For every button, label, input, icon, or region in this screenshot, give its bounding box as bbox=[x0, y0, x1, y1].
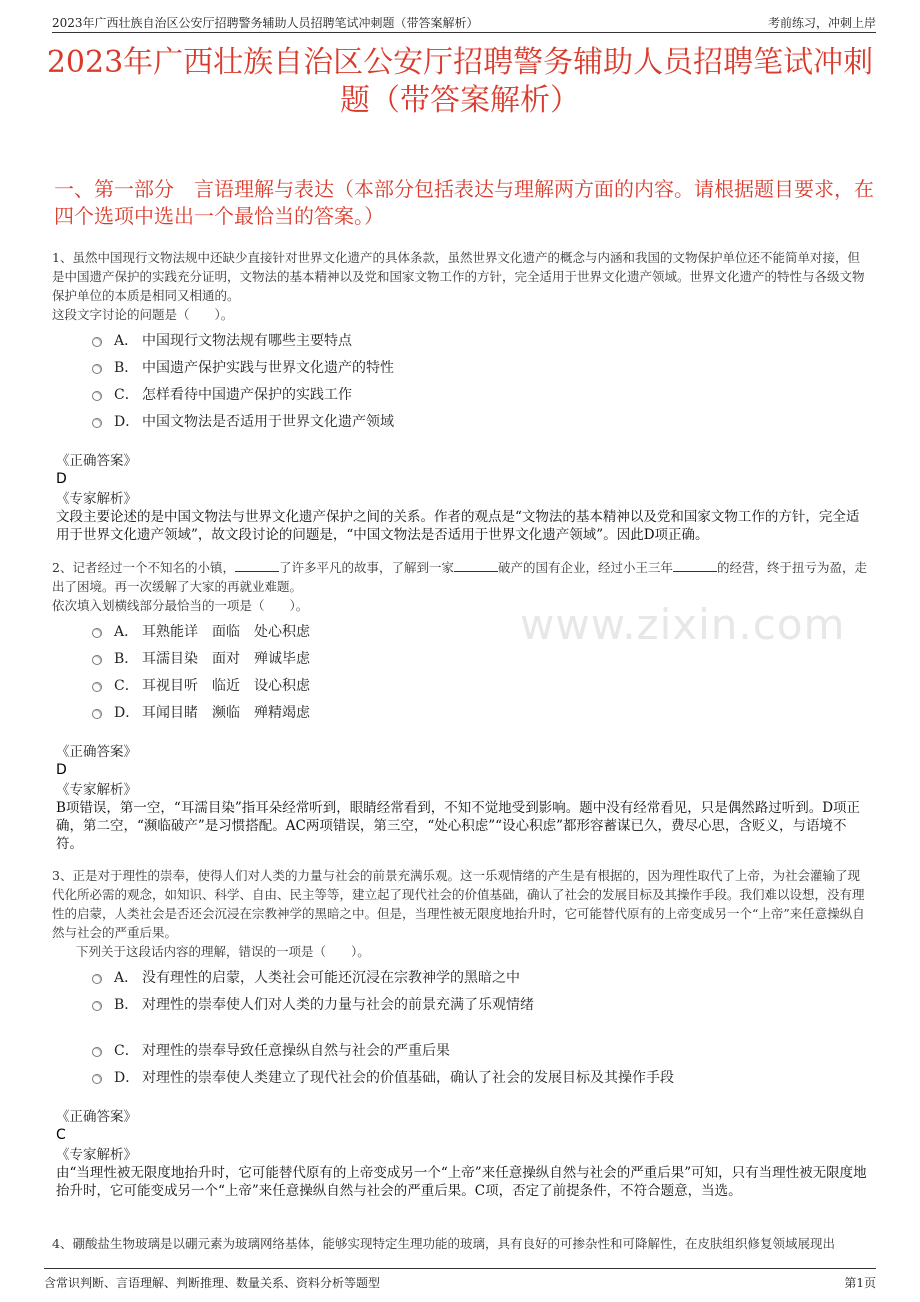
option-a[interactable] bbox=[52, 619, 868, 646]
option-letter: A． bbox=[114, 624, 139, 640]
radio-icon[interactable] bbox=[92, 391, 102, 401]
option-c[interactable] bbox=[52, 673, 868, 700]
option-b[interactable] bbox=[52, 355, 868, 382]
radio-icon[interactable] bbox=[92, 364, 102, 374]
option-d[interactable] bbox=[52, 700, 868, 727]
question-stem: 1、虽然中国现行文物法规中还缺少直接针对世界文化遗产的具体条款，虽然世界文化遗产的概念与内涵和我国的文物保护单位还不能简单对接，但是中国遗产保护的实践充分证明，文物法的基本精神以及党和国家文物工作的方针，完全适用于世界文化遗产领域。世界文化遗产的特性与各级文物保护单位的本质是相同又相通的。 bbox=[52, 250, 865, 303]
option-list bbox=[52, 965, 868, 1092]
option-text: 中国文物法是否适用于世界文化遗产领域 bbox=[142, 414, 394, 430]
option-text: 中国现行文物法规有哪些主要特点 bbox=[142, 333, 352, 349]
blank-line bbox=[673, 559, 717, 572]
question-stem: 3、正是对于理性的崇奉，使得人们对人类的力量与社会的前景充满乐观。这一乐观情绪的产生是有根据的，因为理性取代了上帝，为社会灌输了现代化所必需的观念，如知识、科学、自由、民主等等，建立起了现代社会的价值基础，确认了社会的发展目标及其操作手段。我们难以设想，没有理性的启蒙，人类社会是否还会沉浸在宗教神学的黑暗之中。但是，当理性被无限度地抬升时，它可能替代原有的上帝变成另一个“上帝”来任意操纵自然与社会的严重后果。 bbox=[52, 868, 865, 940]
radio-icon[interactable] bbox=[92, 655, 102, 665]
stem-part: 了许多平凡的故事，了解到一家 bbox=[278, 560, 454, 575]
analysis-text: B项错误，第一空，“耳濡目染”指耳朵经常听到，眼睛经常看到，不知不觉地受到影响。题中没有经常看见，只是偶然路过听到。D项正确，第二空，“濒临破产”是习惯搭配。AC两项错误，第三空，“处心积虑”“设心积虑”都形容蓄谋已久，费尽心思，含贬义，与语境不符。 bbox=[56, 800, 861, 852]
answer-label: 《正确答案》 bbox=[56, 744, 137, 760]
option-letter: A． bbox=[114, 333, 139, 349]
answer-label: 《正确答案》 bbox=[56, 1109, 137, 1125]
header-doc-title: 2023年广西壮族自治区公安厅招聘警务辅助人员招聘笔试冲刺题（带答案解析） bbox=[52, 16, 479, 30]
page-footer bbox=[44, 1268, 876, 1293]
option-text: 中国遗产保护实践与世界文化遗产的特性 bbox=[142, 360, 394, 376]
radio-icon[interactable] bbox=[92, 1047, 102, 1057]
question-3 bbox=[52, 866, 868, 1200]
question-1 bbox=[52, 248, 868, 544]
section-heading: 一、第一部分 言语理解与表达（本部分包括表达与理解两方面的内容。请根据题目要求，在四个选项中选出一个最恰当的答案。） bbox=[54, 177, 874, 228]
analysis-text: 由“当理性被无限度地抬升时，它可能替代原有的上帝变成另一个“上帝”来任意操纵自然与社会的严重后果”可知，只有当理性被无限度地抬升时，它可能变成另一个“上帝”来任意操纵自然与社会的严重后果。C项，否定了前提条件，不符合题意，当选。 bbox=[56, 1165, 867, 1199]
document-title: 2023年广西壮族自治区公安厅招聘警务辅助人员招聘笔试冲刺题（带答案解析） bbox=[46, 45, 874, 118]
question-prompt: 这段文字讨论的问题是（ ）。 bbox=[52, 307, 234, 322]
option-a[interactable] bbox=[52, 965, 868, 992]
footer-topics: 含常识判断、言语理解、判断推理、数量关系、资料分析等题型 bbox=[44, 1276, 381, 1290]
radio-icon[interactable] bbox=[92, 1074, 102, 1084]
answer-value: C bbox=[56, 1127, 66, 1143]
option-letter: B． bbox=[114, 997, 139, 1013]
question-4 bbox=[52, 1234, 868, 1253]
option-letter: D． bbox=[114, 705, 140, 721]
option-letter: A． bbox=[114, 970, 139, 986]
radio-icon[interactable] bbox=[92, 1001, 102, 1011]
option-letter: C． bbox=[114, 1043, 139, 1059]
option-list bbox=[52, 619, 868, 727]
header-slogan: 考前练习，冲刺上岸 bbox=[767, 16, 876, 30]
answer-label: 《正确答案》 bbox=[56, 453, 137, 469]
option-text: 对理性的崇奉导致任意操纵自然与社会的严重后果 bbox=[142, 1043, 450, 1059]
analysis-label: 《专家解析》 bbox=[56, 491, 137, 507]
option-d[interactable] bbox=[52, 409, 868, 436]
question-2 bbox=[52, 558, 868, 853]
page-header bbox=[52, 10, 876, 33]
stem-part: 的经营，终于扭亏为盈，走出了困境。再一次缓解了大家的再就业难题。 bbox=[52, 560, 868, 594]
watermark: www.zixin.com bbox=[520, 600, 846, 649]
stem-part: 2、记者经过一个不知名的小镇， bbox=[52, 560, 235, 575]
option-text: 耳熟能详 面临 处心积虑 bbox=[142, 624, 310, 640]
option-letter: C． bbox=[114, 678, 139, 694]
answer-block bbox=[52, 452, 868, 544]
option-b[interactable] bbox=[52, 646, 868, 673]
option-text: 怎样看待中国遗产保护的实践工作 bbox=[142, 387, 352, 403]
option-list bbox=[52, 328, 868, 436]
radio-icon[interactable] bbox=[92, 974, 102, 984]
option-letter: B． bbox=[114, 360, 139, 376]
page-number: 第1页 bbox=[844, 1276, 876, 1290]
option-text: 耳闻目睹 濒临 殚精竭虑 bbox=[142, 705, 310, 721]
option-letter: C． bbox=[114, 387, 139, 403]
option-text: 耳视目听 临近 设心积虑 bbox=[142, 678, 310, 694]
option-text: 没有理性的启蒙，人类社会可能还沉浸在宗教神学的黑暗之中 bbox=[142, 970, 520, 986]
answer-value: D bbox=[56, 762, 67, 778]
radio-icon[interactable] bbox=[92, 337, 102, 347]
option-letter: D． bbox=[114, 414, 140, 430]
option-letter: B． bbox=[114, 651, 139, 667]
blank-line bbox=[454, 559, 498, 572]
option-c[interactable] bbox=[52, 382, 868, 409]
option-c[interactable] bbox=[52, 1038, 868, 1065]
radio-icon[interactable] bbox=[92, 628, 102, 638]
analysis-label: 《专家解析》 bbox=[56, 1147, 137, 1163]
question-prompt: 依次填入划横线部分最恰当的一项是（ ）。 bbox=[52, 598, 309, 613]
blank-line bbox=[235, 559, 279, 572]
option-text: 耳濡目染 面对 殚诚毕虑 bbox=[142, 651, 310, 667]
option-d[interactable] bbox=[52, 1065, 868, 1092]
question-stem: 4、硼酸盐生物玻璃是以硼元素为玻璃网络基体，能够实现特定生理功能的玻璃，具有良好的可掺杂性和可降解性，在皮肤组织修复领域展现出 bbox=[52, 1236, 835, 1251]
answer-value: D bbox=[56, 471, 67, 487]
radio-icon[interactable] bbox=[92, 682, 102, 692]
analysis-label: 《专家解析》 bbox=[56, 782, 137, 798]
stem-part: 破产的国有企业，经过小王三年 bbox=[497, 560, 673, 575]
analysis-text: 文段主要论述的是中国文物法与世界文化遗产保护之间的关系。作者的观点是“文物法的基本精神以及党和国家文物工作的方针，完全适用于世界文化遗产领域”，故文段讨论的问题是，“中国文物法是否适用于世界文化遗产领域”。因此D项正确。 bbox=[56, 509, 860, 543]
question-prompt: 下列关于这段话内容的理解，错误的一项是（ ）。 bbox=[76, 944, 370, 959]
question-stem bbox=[52, 558, 868, 596]
option-a[interactable] bbox=[52, 328, 868, 355]
option-text: 对理性的崇奉使人们对人类的力量与社会的前景充满了乐观情绪 bbox=[142, 997, 534, 1013]
option-text: 对理性的崇奉使人类建立了现代社会的价值基础，确认了社会的发展目标及其操作手段 bbox=[142, 1070, 674, 1086]
answer-block bbox=[52, 743, 868, 853]
answer-block bbox=[52, 1108, 868, 1200]
option-b[interactable] bbox=[52, 992, 868, 1038]
radio-icon[interactable] bbox=[92, 709, 102, 719]
option-letter: D． bbox=[114, 1070, 140, 1086]
radio-icon[interactable] bbox=[92, 418, 102, 428]
